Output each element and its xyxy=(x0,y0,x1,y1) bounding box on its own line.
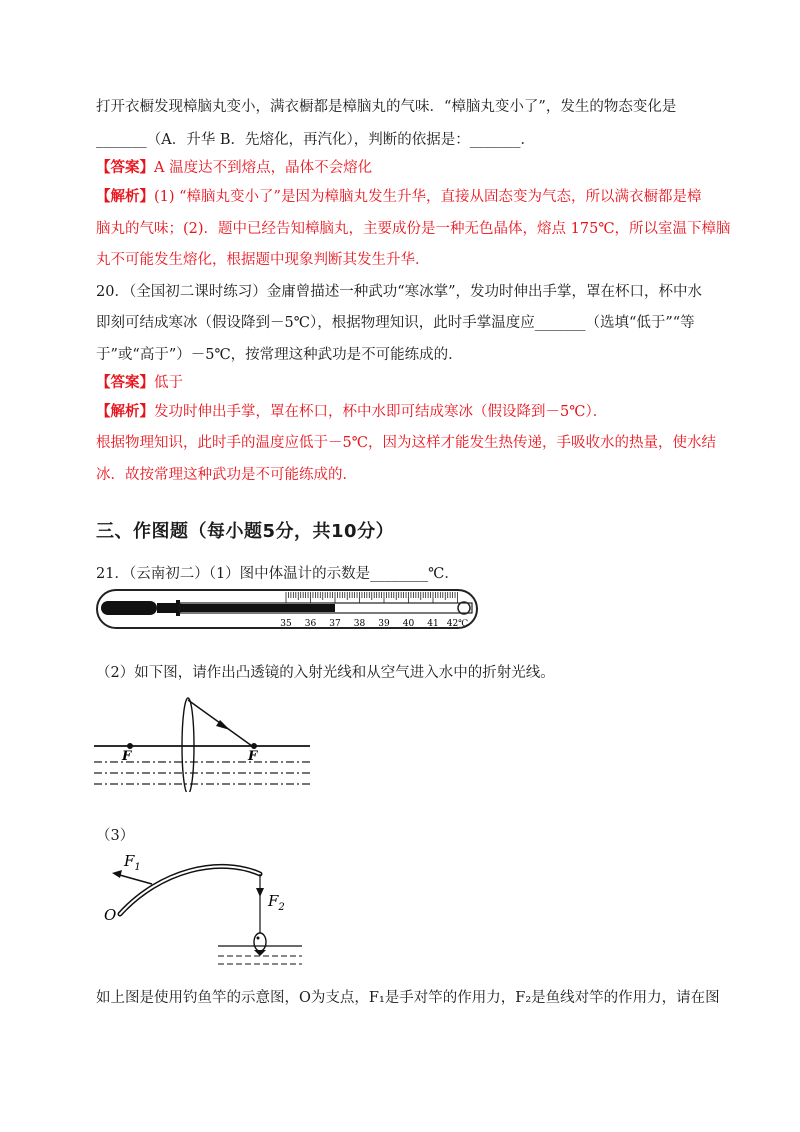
tick-label: 39 xyxy=(378,619,390,629)
force-f1-arrow-icon xyxy=(112,870,122,878)
answer-tag: 【答案】 xyxy=(96,374,154,391)
analysis-text: (1) “樟脑丸变小了”是因为樟脑丸发生升华，直接从固态变为气态，所以满衣橱都是樟 xyxy=(154,189,702,205)
force-f1-line xyxy=(116,874,152,884)
q20-analysis-line2: 根据物理知识，此时手的温度应低于－5℃，因为这样才能发生热传递，手吸收水的热量，使水结 xyxy=(96,435,716,451)
section-heading: 三、作图题（每小题5分，共10分） xyxy=(96,521,395,542)
q19-line1: 打开衣橱发现樟脑丸变小，满衣橱都是樟脑丸的气味．“樟脑丸变小了”，发生的物态变化是 xyxy=(96,99,677,115)
tick-label: 36 xyxy=(304,619,317,629)
answer-tag: 【答案】 xyxy=(96,159,154,176)
q21-part3: （3） xyxy=(96,828,135,844)
q20-answer xyxy=(96,372,708,394)
focus-label-left: F xyxy=(122,749,132,764)
answer-text: 低于 xyxy=(154,375,183,391)
fishing-rod-figure xyxy=(100,848,320,970)
answer-text: A 温度达不到熔点，晶体不会熔化 xyxy=(154,160,373,176)
tick-label: 38 xyxy=(353,619,366,629)
tick-label: 42℃ xyxy=(446,619,469,629)
q19-line2: _______（A．升华 B．先熔化，再汽化），判断的依据是：_______． xyxy=(96,132,535,148)
focus-label-right: F xyxy=(248,749,258,764)
force-f2-arrow-icon xyxy=(256,888,264,897)
convex-lens-figure xyxy=(92,696,312,792)
q20-line1: 20．（全国初二课时练习）金庸曾描述一种武功“寒冰掌”，发功时伸出手掌，罩在杯口，杯中水 xyxy=(96,284,703,300)
convex-lens xyxy=(182,698,194,792)
analysis-tag: 【解析】 xyxy=(96,403,154,420)
force-f1-label: $F_1$ xyxy=(124,852,141,873)
q19-answer xyxy=(96,157,708,179)
fishing-rod xyxy=(120,866,260,914)
q21-part2: （2）如下图，请作出凸透镜的入射光线和从空气进入水中的折射光线。 xyxy=(96,665,555,681)
q20-line2: 即刻可结成寒冰（假设降到－5℃），根据物理知识，此时手掌温度应_______（选填“低于”“等 xyxy=(96,315,695,331)
tick-label: 35 xyxy=(280,619,292,629)
q21-part3-description: 如上图是使用钓鱼竿的示意图，O为支点，F₁是手对竿的作用力，F₂是鱼线对竿的作用力，请在图 xyxy=(96,990,720,1006)
analysis-tag: 【解析】 xyxy=(96,188,154,205)
mercury-column xyxy=(180,604,335,612)
q21-part1: 21．（云南初二）（1）图中体温计的示数是________℃． xyxy=(96,566,459,582)
q20-analysis-line3: 冰．故按常理这种武功是不可能练成的． xyxy=(96,467,357,483)
q20-analysis-line1 xyxy=(96,401,708,423)
q19-analysis-line2: 脑丸的气味；(2)．题中已经告知樟脑丸，主要成份是一种无色晶体，熔点 175℃，所以室温下樟脑 xyxy=(96,221,731,237)
force-f2-label: $F_2$ xyxy=(268,892,285,913)
analysis-text: 发功时伸出手掌，罩在杯口，杯中水即可结成寒冰（假设降到－5℃）． xyxy=(154,404,608,420)
q19-analysis-line3: 丸不可能发生熔化，根据题中现象判断其发生升华． xyxy=(96,252,430,268)
thermometer-figure xyxy=(96,586,486,634)
thermometer-bulb xyxy=(101,601,157,615)
tick-label: 40 xyxy=(402,619,415,629)
tick-label: 37 xyxy=(329,619,341,629)
pivot-label: O xyxy=(104,906,117,924)
q20-line3: 于”或“高于”）－5℃，按常理这种武功是不可能练成的． xyxy=(96,347,463,363)
tick-label: 41 xyxy=(427,619,439,629)
fish-icon xyxy=(254,933,266,956)
q19-analysis-line1 xyxy=(96,186,708,208)
